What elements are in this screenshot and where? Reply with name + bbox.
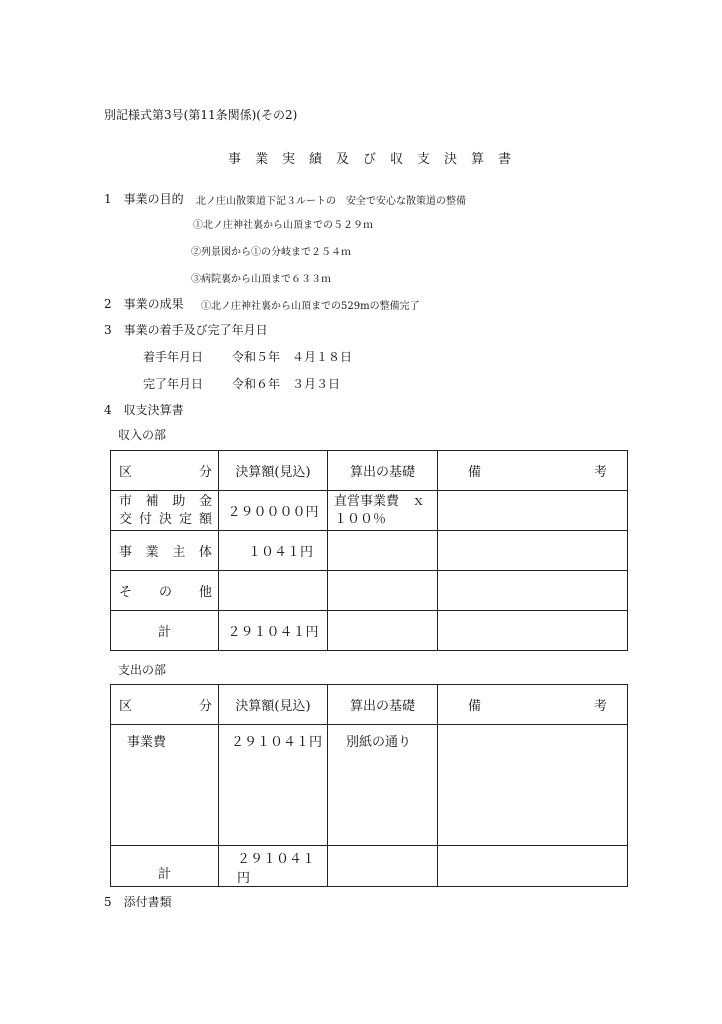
note-cell bbox=[438, 531, 628, 571]
basis-cell bbox=[328, 531, 438, 571]
header-amount: 決算額(見込) bbox=[219, 451, 328, 491]
section3-label: 3 事業の着手及び完了年月日 bbox=[104, 323, 268, 337]
total-row bbox=[111, 611, 628, 651]
table-row bbox=[111, 571, 628, 611]
route-item: ②列景図から①の分岐まで２５４ｍ bbox=[191, 247, 351, 258]
total-label: 計 bbox=[111, 611, 219, 651]
amount-cell: ２９００００円 bbox=[219, 491, 328, 531]
basis-cell bbox=[328, 611, 438, 651]
section1-text: 北ノ庄山散策道下記３ルートの 安全で安心な散策道の整備 bbox=[196, 196, 466, 207]
title-char: 算 bbox=[471, 152, 485, 167]
header-basis: 算出の基礎 bbox=[328, 685, 438, 725]
header-kubun: 区 分 bbox=[111, 685, 219, 725]
table-header-row bbox=[111, 451, 628, 491]
basis-cell bbox=[328, 571, 438, 611]
section2-text: ①北ノ庄神社裏から山頂までの529mの整備完了 bbox=[201, 301, 420, 312]
amount-cell bbox=[219, 571, 328, 611]
basis-cell: 直営事業費 ｘ １００％ bbox=[328, 491, 438, 531]
title-char: 収 bbox=[390, 152, 404, 167]
end-date-label: 完了年月日 bbox=[143, 377, 204, 391]
title-char: 業 bbox=[255, 152, 269, 167]
note-cell bbox=[438, 611, 628, 651]
header-amount: 決算額(見込) bbox=[219, 685, 328, 725]
amount-cell: ２９１０４１円 bbox=[219, 725, 328, 846]
category-cell: そ の 他 bbox=[111, 571, 219, 611]
title-char: び bbox=[363, 152, 377, 167]
start-date-label: 着手年月日 bbox=[143, 350, 204, 364]
total-amount: ２９１０４１円 bbox=[219, 846, 328, 887]
income-table bbox=[110, 450, 628, 651]
note-cell bbox=[438, 846, 628, 887]
table-header-row bbox=[111, 685, 628, 725]
title-char: 事 bbox=[228, 152, 242, 167]
amount-cell: １０４１円 bbox=[219, 531, 328, 571]
expense-title: 支出の部 bbox=[118, 663, 167, 677]
header-basis: 算出の基礎 bbox=[328, 451, 438, 491]
total-amount: ２９１０４１円 bbox=[219, 611, 328, 651]
income-title: 収入の部 bbox=[118, 428, 167, 442]
form-label: 別記様式第3号(第11条関係)(その2) bbox=[104, 108, 298, 122]
route-item: ③病院裏から山頂まで６３３ｍ bbox=[191, 274, 331, 285]
total-row bbox=[111, 846, 628, 887]
section1-label: 1 事業の目的 bbox=[104, 192, 184, 206]
title-char: 決 bbox=[444, 152, 458, 167]
section4-label: 4 収支決算書 bbox=[104, 403, 184, 417]
document-title bbox=[228, 148, 525, 167]
header-note: 備 考 bbox=[438, 685, 628, 725]
start-date: 令和５年 ４月１８日 bbox=[232, 350, 353, 364]
category-cell: 市 補 助 金 交 付 決 定 額 bbox=[111, 491, 219, 531]
item-cell: 事業費 bbox=[111, 725, 219, 846]
total-label: 計 bbox=[111, 846, 219, 887]
table-row bbox=[111, 531, 628, 571]
section5-label: 5 添付書類 bbox=[104, 895, 172, 909]
basis-cell: 別紙の通り bbox=[328, 725, 438, 846]
header-kubun: 区 分 bbox=[111, 451, 219, 491]
title-char: 実 bbox=[282, 152, 296, 167]
category-cell: 事 業 主 体 bbox=[111, 531, 219, 571]
table-row bbox=[111, 491, 628, 531]
title-char: 支 bbox=[417, 152, 431, 167]
header-note: 備 考 bbox=[438, 451, 628, 491]
note-cell bbox=[438, 725, 628, 846]
expense-table bbox=[110, 684, 628, 887]
note-cell bbox=[438, 491, 628, 531]
section2-label: 2 事業の成果 bbox=[104, 297, 184, 311]
table-row bbox=[111, 725, 628, 846]
title-char: 書 bbox=[498, 152, 512, 167]
title-char: 及 bbox=[336, 152, 350, 167]
title-char: 績 bbox=[309, 152, 323, 167]
route-item: ①北ノ庄神社裏から山頂までの５２９ｍ bbox=[193, 220, 373, 231]
note-cell bbox=[438, 571, 628, 611]
basis-cell bbox=[328, 846, 438, 887]
end-date: 令和６年 ３月３日 bbox=[232, 377, 341, 391]
